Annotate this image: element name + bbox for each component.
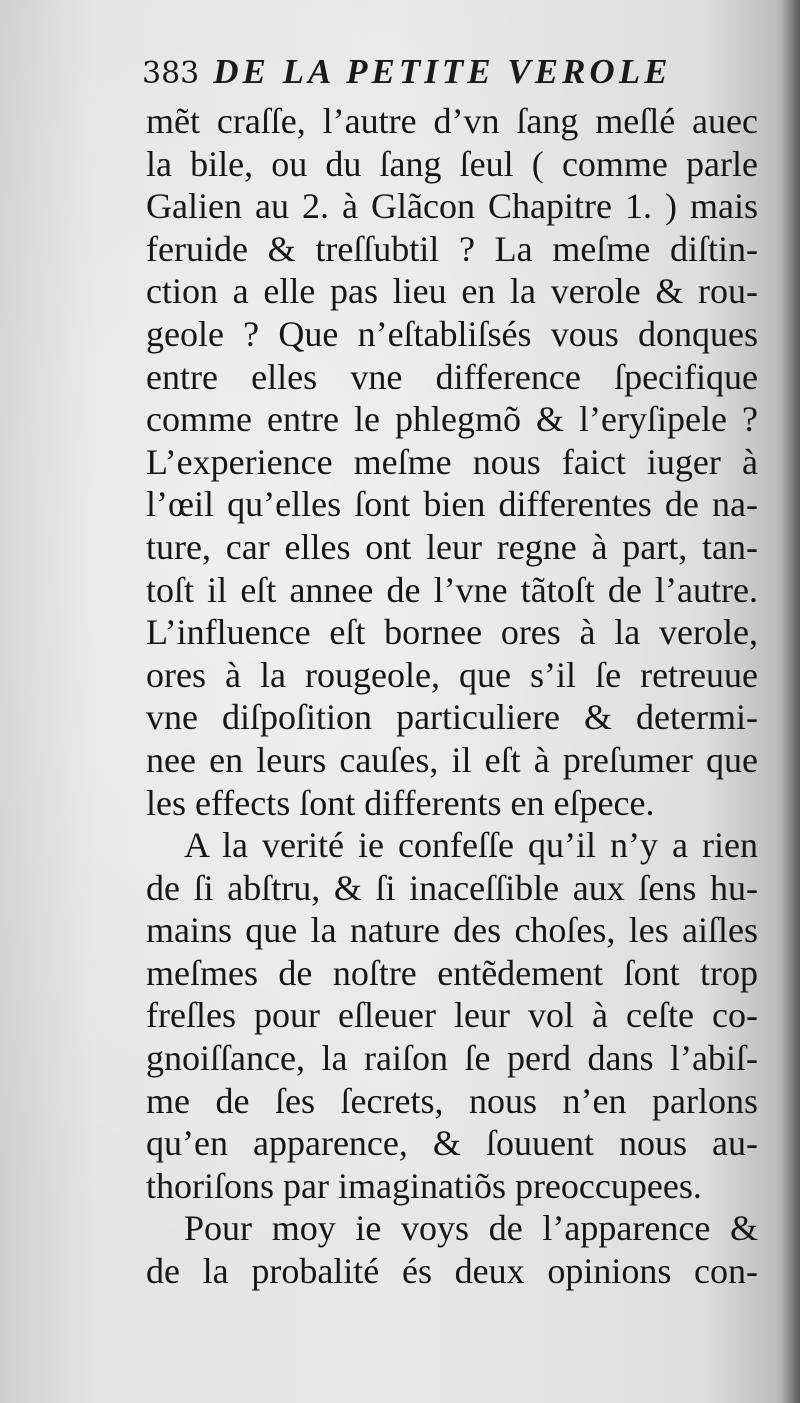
text-line: mains que la nature des choſes, les aiſles bbox=[146, 910, 758, 951]
text-line: de la probalité és deux opinions con- bbox=[146, 1251, 758, 1292]
text-line: la bile, ou du ſang ſeul ( comme parle bbox=[146, 143, 758, 184]
text-line: ture, car elles ont leur regne à part, tan- bbox=[146, 526, 758, 567]
text-line: vne diſpoſition particuliere & determi- bbox=[146, 697, 758, 738]
text-line: L’influence eſt bornee ores à la verole, bbox=[146, 612, 758, 653]
text-body bbox=[146, 100, 758, 1293]
text-line: de ſi abſtru, & ſi inaceſſible aux ſens hu- bbox=[146, 867, 758, 908]
text-line: freſles pour eſleuer leur vol à ceſte co- bbox=[146, 995, 758, 1036]
paragraph-start-line: Pour moy ie voys de l’apparence & bbox=[184, 1208, 758, 1249]
text-line: L’experience meſme nous faict iuger à bbox=[146, 441, 758, 482]
text-line: qu’en apparence, & ſouuent nous au- bbox=[146, 1123, 758, 1164]
text-line: gnoiſſance, la raiſon ſe perd dans l’abiſ- bbox=[146, 1038, 758, 1079]
text-line: comme entre le phlegmõ & l’eryſipele ? bbox=[146, 399, 758, 440]
text-line: thoriſons par imaginatiõs preoccupees. bbox=[146, 1165, 702, 1206]
text-line: mẽt craſſe, l’autre d’vn ſang meſlé auec bbox=[146, 101, 758, 141]
text-line: entre elles vne difference ſpecifique bbox=[146, 356, 758, 397]
text-line: feruide & treſſubtil ? La meſme diſtin- bbox=[146, 228, 758, 269]
text-line: toſt il eſt annee de l’vne tãtoſt de l’autre. bbox=[146, 569, 758, 610]
page-number: 383 bbox=[142, 56, 200, 91]
page-header bbox=[142, 52, 671, 102]
text-line: meſmes de noſtre entẽdement ſont trop bbox=[146, 952, 758, 993]
running-head: DE LA PETITE VEROLE bbox=[213, 52, 672, 91]
text-line: nee en leurs cauſes, il eſt à preſumer que bbox=[146, 739, 758, 780]
text-line: ores à la rougeole, que s’il ſe retreuue bbox=[146, 654, 758, 695]
text-line: geole ? Que n’eſtabliſsés vous donques bbox=[146, 313, 758, 354]
text-line: les effects ſont differents en eſpece. bbox=[146, 782, 655, 823]
text-line: Galien au 2. à Glãcon Chapitre 1. ) mais bbox=[146, 186, 758, 227]
paragraph-start-line: A la verité ie confeſſe qu’il n’y a rien bbox=[184, 825, 758, 866]
text-line: ction a elle pas lieu en la verole & rou- bbox=[146, 271, 758, 312]
text-line: l’œil qu’elles ſont bien differentes de na- bbox=[146, 484, 758, 525]
text-line: me de ſes ſecrets, nous n’en parlons bbox=[146, 1080, 758, 1121]
